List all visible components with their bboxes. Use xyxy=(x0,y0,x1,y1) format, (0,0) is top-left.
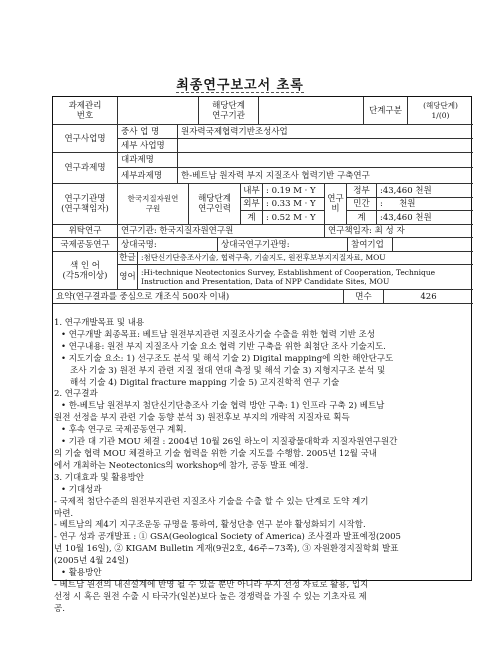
body-line: 조사 기술 3) 원전 부지 관련 지질 절대 연대 측정 및 해석 기술 3) 지형지구조 분석 및 xyxy=(70,365,386,376)
consign-label: 위탁연구 xyxy=(53,224,117,237)
institute-name: 한국지질자원연 구원 xyxy=(117,183,188,224)
staff-total-value: : 0.52 M · Y xyxy=(262,210,324,224)
section-heading: 2. 연구결과 xyxy=(54,389,98,400)
body-line: • 후속 연구로 국제공동연구 계획. xyxy=(61,425,187,436)
body-line: 에서 개최하는 Neotectonics의 workshop에 참가, 공동 발표 예정. xyxy=(54,460,309,471)
cost-private-label: 민간 xyxy=(346,197,376,210)
body-line: 년 10월 16일), ② KIGAM Bulletin 게재(9권2호, 46주~73쪽), ③ 자원환경지질학회 발표 xyxy=(54,544,399,555)
body-line: - 연구 성과 공개발표 : ① GSA(Geological Society of America) 조사결과 발표예정(2005 xyxy=(54,532,401,543)
intl-agency: 상대국연구기관명: xyxy=(217,237,347,251)
title-underline xyxy=(176,92,304,93)
staff-external-value: : 0.33 M · Y xyxy=(262,197,324,210)
intl-country: 상대국명: xyxy=(117,237,217,251)
consign-agency: 연구기관: 한국지질자원연구원 xyxy=(117,224,324,237)
keywords-en: :Hi-technique Neotectonics Survey, Establishment of Cooperation, Technique Instruction and Presentation, Data of NPP Candidate Sites, MOU xyxy=(137,264,473,289)
staff-label: 해당단계 연구인력 xyxy=(188,183,240,224)
body-line: • 지도기술 요소: 1) 선구조도 분석 및 해석 기술 2) Digital mapping에 의한 해안단구도 xyxy=(61,353,394,364)
body-line: 원전 선정을 부지 관련 기술 동향 분석 3) 원전후보 부지의 개략적 지질자료 획득 xyxy=(54,413,350,424)
sub-business-label: 세부 사업명 xyxy=(117,138,177,152)
sub-business-value xyxy=(177,138,473,152)
body-line: 의 기술 협력 MOU 체결하고 기술 협력을 위한 기술 지도를 수행함. 2005년 12월 국내 xyxy=(54,448,378,459)
task-no-label: 과제관리 번호 xyxy=(68,100,102,121)
pages-value: 426 xyxy=(383,289,473,303)
sub-task-value: 한-베트남 원자력 부지 지질조사 협력기반 구축연구 xyxy=(177,167,473,183)
task-no-value xyxy=(117,97,198,124)
main-task-value xyxy=(177,152,473,167)
cost-total-label: 계 xyxy=(346,210,376,224)
keywords-en-label: 영어 xyxy=(117,264,137,289)
staff-external-label: 외부 xyxy=(240,197,262,210)
intl-company-value xyxy=(392,237,473,251)
body-line: 공. xyxy=(54,603,65,614)
sub-task-label: 세부과제명 xyxy=(117,167,177,183)
consign-manager: 연구책임자: 최 성 자 xyxy=(324,224,473,237)
body-line: - 국제적 첨단수준의 원전부지관련 지질조사 기술을 수출 할 수 있는 단계로 도약 계기 xyxy=(54,496,369,507)
main-business-value: 원자력국제협력기반조성사업 xyxy=(177,124,473,138)
staff-internal-label: 내부 xyxy=(240,183,262,197)
body-line: • 연구내용: 원전 부지 지질조사 기술 요소 협력 기반 구축을 위한 최첨단 조사 기술지도. xyxy=(61,341,386,352)
agency-label: 해당단계 연구기관 xyxy=(198,97,258,124)
task-label: 연구과제명 xyxy=(53,152,117,183)
body-line: - 베트남의 제4기 지구조운동 규명을 통하여, 활성단층 연구 분야 활성화되기 시작함. xyxy=(54,520,366,531)
body-line: 마련. xyxy=(54,508,74,519)
body-line: 해석 기술 4) Digital fracture mapping 기술 5) 고지진학적 연구 기술 xyxy=(70,377,340,388)
body-line: • 연구개발 최종목표: 베트남 원전부지관련 지질조사기술 수출을 위한 협력 기반 조성 xyxy=(61,329,376,340)
body-line: • 기관 대 기관 MOU 체결 : 2004년 10월 26일 하노이 지질광물대학과 지질자원연구원간 xyxy=(61,437,398,448)
body-line: (2005년 4월 24일) xyxy=(54,556,129,567)
cost-label: 연구 비 xyxy=(324,183,346,224)
body-line: • 활용방안 xyxy=(61,568,102,579)
keywords-ko-label: 한글 xyxy=(117,251,137,264)
body-line: 선정 시 혹은 원전 수출 시 타국가(일본)보다 높은 경쟁력을 가질 수 있는 기초자료 제 xyxy=(54,591,367,602)
body-line: • 기대성과 xyxy=(61,484,102,495)
cost-private-value: : 천원 xyxy=(376,197,473,210)
summary-label: 요약(연구결과를 중심으로 개조식 500자 이내) xyxy=(53,289,343,303)
page-title: 최종연구보고서 초록 xyxy=(176,78,304,93)
section-heading: 1. 연구개발목표 및 내용 xyxy=(54,318,145,328)
cost-gov-value: :43,460 천원 xyxy=(376,183,473,197)
cost-total-value: :43,460 천원 xyxy=(376,210,473,224)
section-heading: 3. 기대효과 및 활용방안 xyxy=(54,472,145,483)
stage-value: (해당단계) 1/(0) xyxy=(407,97,473,124)
institute-label: 연구기관명 (연구책임자) xyxy=(53,183,117,224)
stage-label: 단계구분 xyxy=(363,97,407,124)
body-line: • 한-베트남 원전부지 첨단신기단층조사 기술 협력 방안 구축: 1) 인프라 구축 2) 베트남 xyxy=(61,401,385,412)
staff-internal-value: : 0.19 M · Y xyxy=(262,183,324,197)
keywords-label: 색 인 어 (각5개이상) xyxy=(53,251,117,289)
cost-gov-label: 정부 xyxy=(346,183,376,197)
main-business-label: 중사 업 명 xyxy=(117,124,177,138)
main-task-label: 대과제명 xyxy=(117,152,177,167)
summary-body xyxy=(54,318,468,616)
keywords-ko: :첨단신기단층조사기술, 협력구축, 기술지도, 원전후보부지지질자료, MOU xyxy=(137,251,473,264)
intl-label: 국제공동연구 xyxy=(53,237,117,251)
business-label: 연구사업명 xyxy=(53,124,117,152)
body-line: - 베트남 원전의 내진설계에 반영 될 수 있을 뿐만 아니라 부지 선정 자료로 활용, 입지 xyxy=(54,579,369,590)
pages-label: 면수 xyxy=(343,289,383,303)
staff-total-label: 계 xyxy=(240,210,262,224)
intl-company: 참여기업 xyxy=(347,237,392,251)
agency-value xyxy=(258,97,363,124)
